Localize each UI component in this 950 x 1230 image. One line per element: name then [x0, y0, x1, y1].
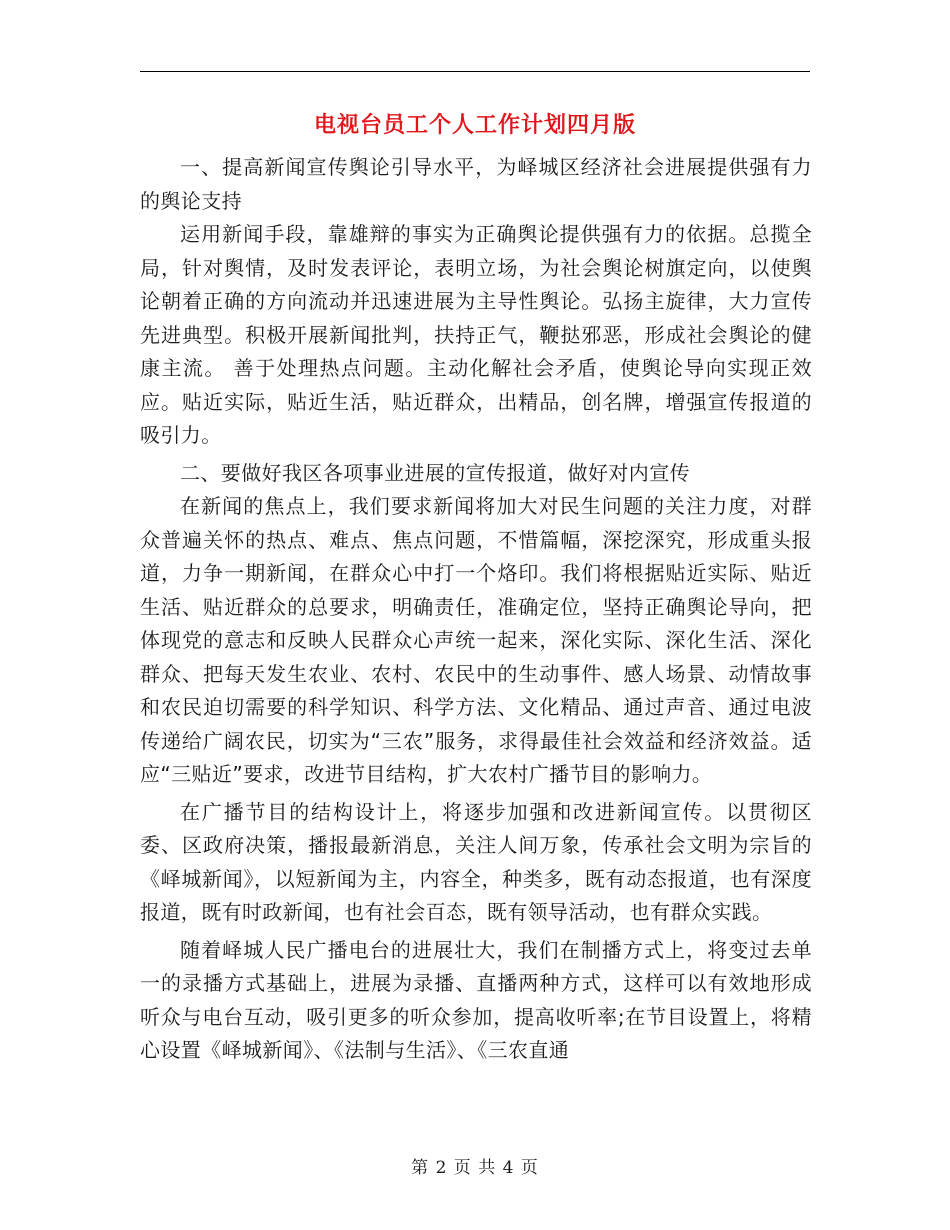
- paragraph-section-1-body: 运用新闻手段，靠雄辩的事实为正确舆论提供强有力的依据。总揽全局，针对舆情，及时发表评论，表明立场，为社会舆论树旗定向，以使舆论朝着正确的方向流动并迅速进展为主导性舆论。弘扬主旋律，大力宣传先进典型。积极开展新闻批判，扶持正气，鞭挞邪恶，形成社会舆论的健康主流。 善于处理热点问题。主动化解社会矛盾，使舆论导向实现正效应。贴近实际，贴近生活，贴近群众，出精品，创名牌，增强宣传报道的吸引力。: [140, 222, 812, 447]
- paragraph-section-1-heading: 一、提高新闻宣传舆论引导水平，为峄城区经济社会进展提供强有力的舆论支持: [140, 155, 812, 213]
- page-title: 电视台员工个人工作计划四月版: [313, 112, 636, 138]
- document-body: [140, 151, 812, 1068]
- paragraph-section-2-heading: 二、要做好我区各项事业进展的宣传报道，做好对内宣传: [180, 460, 690, 485]
- header-rule: [140, 71, 810, 72]
- page-number-footer: 第 2 页 共 4 页: [411, 1158, 539, 1178]
- paragraph-broadcast-structure: 在广播节目的结构设计上，将逐步加强和改进新闻宣传。以贯彻区委、区政府决策，播报最新消息，关注人间万象，传承社会文明为宗旨的《峄城新闻》，以短新闻为主，内容全，种类多，既有动态报道，也有深度报道，既有时政新闻，也有社会百态，既有领导活动，也有群众实践。: [140, 799, 812, 924]
- paragraph-broadcast-method: 随着峄城人民广播电台的进展壮大，我们在制播方式上，将变过去单一的录播方式基础上，进展为录播、直播两种方式，这样可以有效地形成听众与电台互动，吸引更多的听众参加，提高收听率;在节目设置上，将精心设置《峄城新闻》、《法制与生活》、《三农直通: [140, 937, 812, 1062]
- paragraph-section-2-body: 在新闻的焦点上，我们要求新闻将加大对民生问题的关注力度，对群众普遍关怀的热点、难点、焦点问题，不惜篇幅，深挖深究，形成重头报道，力争一期新闻，在群众心中打一个烙印。我们将根据贴近实际、贴近生活、贴近群众的总要求，明确责任，准确定位，坚持正确舆论导向，把体现党的意志和反映人民群众心声统一起来，深化实际、深化生活、深化群众、把每天发生农业、农村、农民中的生动事件、感人场景、动情故事和农民迫切需要的科学知识、科学方法、文化精品、通过声音、通过电波传递给广阔农民，切实为“三农”服务，求得最佳社会效益和经济效益。适应“三贴近”要求，改进节目结构，扩大农村广播节目的影响力。: [140, 494, 812, 786]
